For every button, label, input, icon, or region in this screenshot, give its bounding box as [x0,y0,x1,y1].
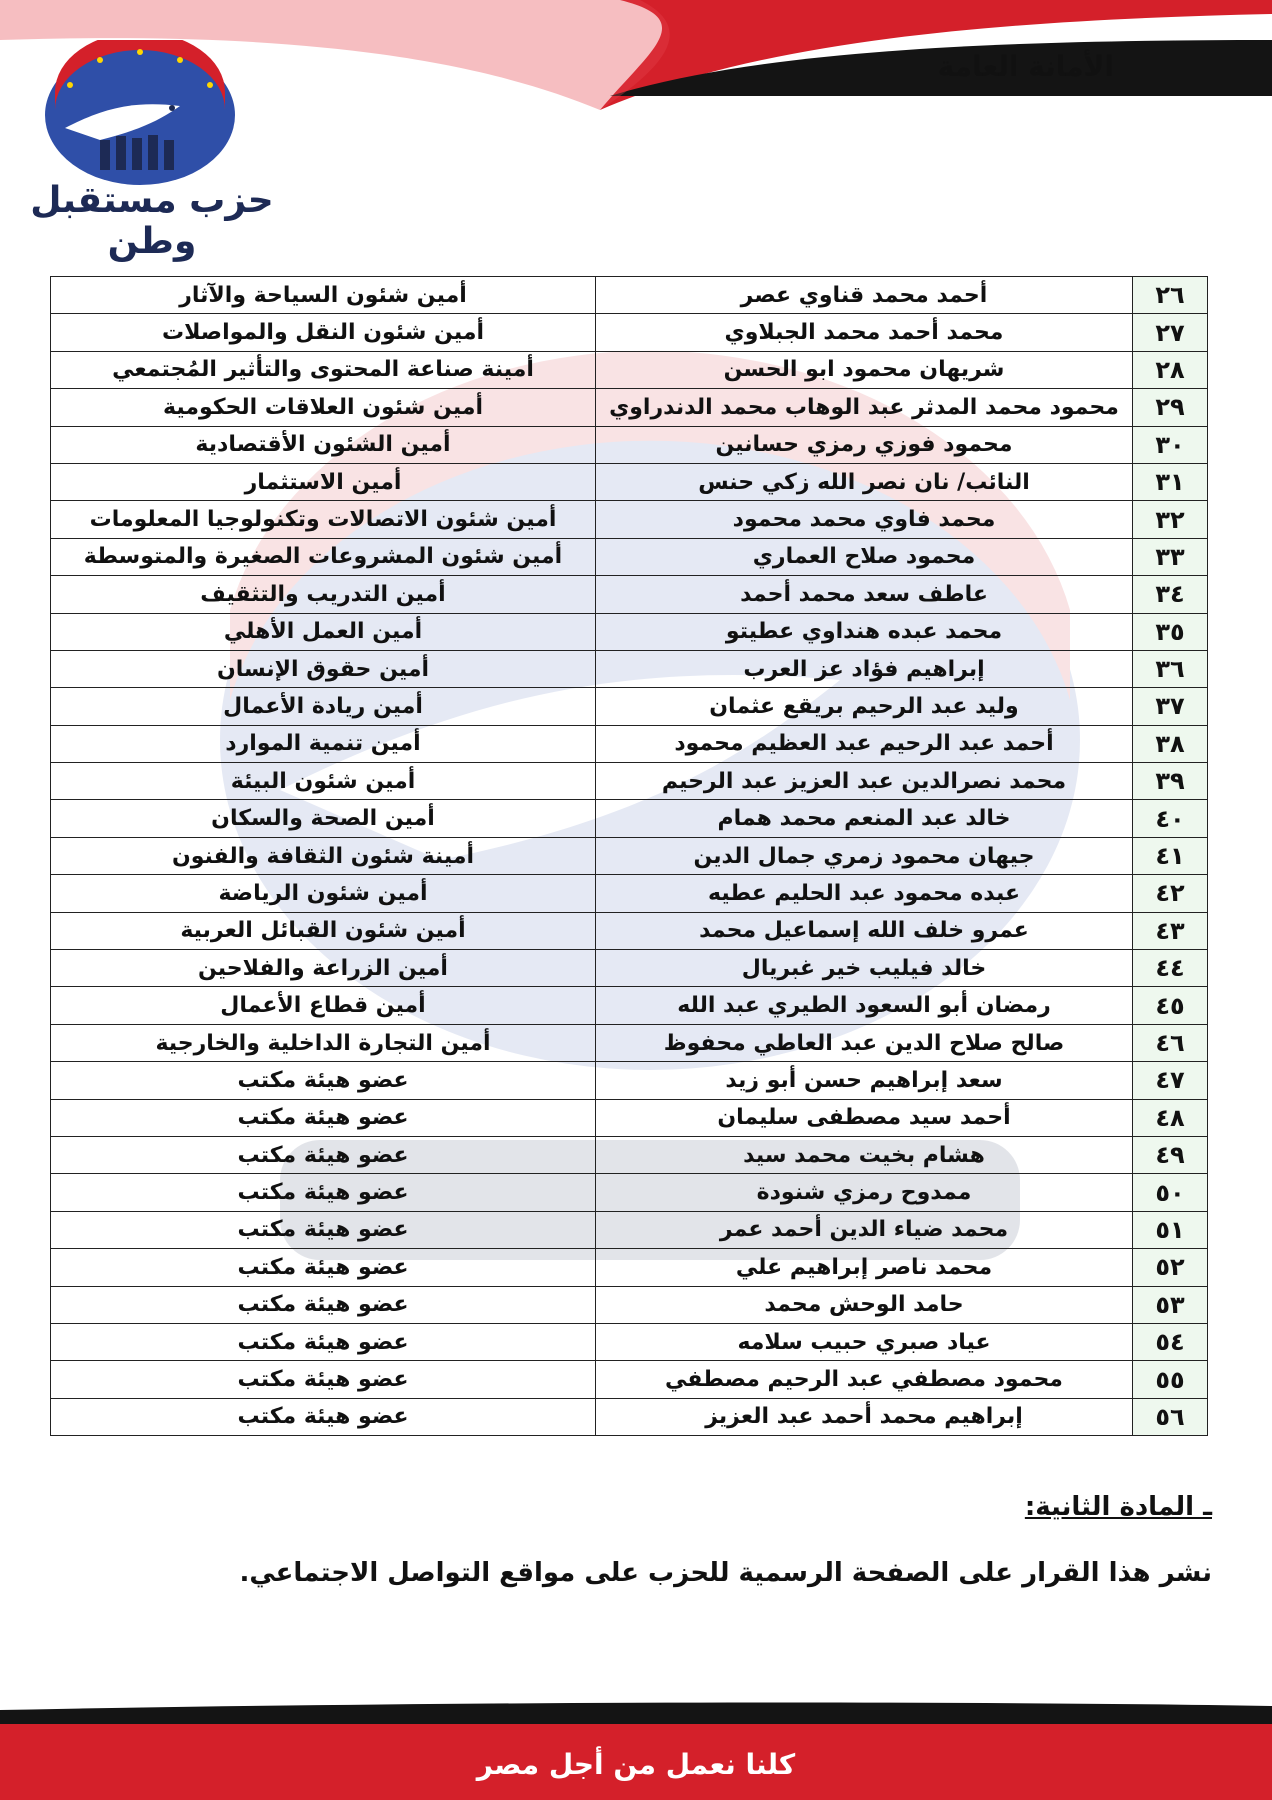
member-name: محمد نصرالدين عبد العزيز عبد الرحيم [596,763,1133,800]
member-title: عضو هيئة مكتب [51,1286,596,1323]
table-row [51,1398,1208,1435]
member-title: عضو هيئة مكتب [51,1323,596,1360]
member-title: عضو هيئة مكتب [51,1361,596,1398]
table-row [51,576,1208,613]
table-row [51,1062,1208,1099]
table-row [51,277,1208,314]
row-number: ٣٣ [1133,538,1208,575]
member-name: محمود محمد المدثر عبد الوهاب محمد الدندراوي [596,389,1133,426]
row-number: ٣٧ [1133,688,1208,725]
table-row [51,501,1208,538]
member-title: أمين شئون القبائل العربية [51,912,596,949]
row-number: ٥٢ [1133,1249,1208,1286]
page-header [0,0,1272,262]
table-row [51,1361,1208,1398]
member-title: أمين تنمية الموارد [51,725,596,762]
table-row [51,1136,1208,1173]
row-number: ٥١ [1133,1211,1208,1248]
page-footer [0,1692,1272,1800]
row-number: ٥٥ [1133,1361,1208,1398]
member-name: صالح صلاح الدين عبد العاطي محفوظ [596,1024,1133,1061]
member-title: أمين التجارة الداخلية والخارجية [51,1024,596,1061]
member-title: أمين الزراعة والفلاحين [51,950,596,987]
table-row [51,800,1208,837]
row-number: ٤١ [1133,837,1208,874]
row-number: ٥٦ [1133,1398,1208,1435]
table-row [51,650,1208,687]
member-name: محمد ضياء الدين أحمد عمر [596,1211,1133,1248]
row-number: ٣٦ [1133,650,1208,687]
eagle-emblem-icon [40,40,240,190]
row-number: ٤٣ [1133,912,1208,949]
section-title: الأمانة العامة [937,50,1114,83]
table-row [51,1099,1208,1136]
member-name: خالد عبد المنعم محمد همام [596,800,1133,837]
table-row [51,1286,1208,1323]
member-name: أحمد محمد قناوي عصر [596,277,1133,314]
table-row [51,463,1208,500]
member-name: عياد صبري حبيب سلامه [596,1323,1133,1360]
row-number: ٤٧ [1133,1062,1208,1099]
row-number: ٤٤ [1133,950,1208,987]
row-number: ٤٩ [1133,1136,1208,1173]
row-number: ٥٣ [1133,1286,1208,1323]
member-name: ممدوح رمزي شنودة [596,1174,1133,1211]
member-name: محمود مصطفي عبد الرحيم مصطفي [596,1361,1133,1398]
member-name: محمد عبده هنداوي عطيتو [596,613,1133,650]
table-row [51,1249,1208,1286]
member-name: محمود فوزي رمزي حسانين [596,426,1133,463]
member-title: عضو هيئة مكتب [51,1174,596,1211]
member-title: عضو هيئة مكتب [51,1062,596,1099]
member-name: وليد عبد الرحيم بريقع عثمان [596,688,1133,725]
member-name: هشام بخيت محمد سيد [596,1136,1133,1173]
row-number: ٢٧ [1133,314,1208,351]
row-number: ٤٨ [1133,1099,1208,1136]
member-name: عمرو خلف الله إسماعيل محمد [596,912,1133,949]
table-row [51,538,1208,575]
table-row [51,688,1208,725]
member-title: أمين قطاع الأعمال [51,987,596,1024]
member-name: حامد الوحش محمد [596,1286,1133,1323]
table-row [51,763,1208,800]
member-title: أمين شئون البيئة [51,763,596,800]
member-name: عبده محمود عبد الحليم عطيه [596,875,1133,912]
footer-band [0,1692,1272,1800]
member-name: جيهان محمود زمري جمال الدين [596,837,1133,874]
member-name: أحمد سيد مصطفى سليمان [596,1099,1133,1136]
row-number: ٣٢ [1133,501,1208,538]
member-title: أمين حقوق الإنسان [51,650,596,687]
member-name: عاطف سعد محمد أحمد [596,576,1133,613]
member-title: أمين الصحة والسكان [51,800,596,837]
member-title: عضو هيئة مكتب [51,1211,596,1248]
member-title: أمين شئون الاتصالات وتكنولوجيا المعلومات [51,501,596,538]
table-row [51,351,1208,388]
member-title: أمينة شئون الثقافة والفنون [51,837,596,874]
row-number: ٣٩ [1133,763,1208,800]
table-row [51,950,1208,987]
table-row [51,1024,1208,1061]
table-row [51,875,1208,912]
member-title: عضو هيئة مكتب [51,1099,596,1136]
member-title: أمين شئون السياحة والآثار [51,277,596,314]
row-number: ٢٦ [1133,277,1208,314]
member-title: عضو هيئة مكتب [51,1136,596,1173]
member-name: محمد ناصر إبراهيم علي [596,1249,1133,1286]
row-number: ٣٥ [1133,613,1208,650]
row-number: ٤٦ [1133,1024,1208,1061]
row-number: ٣٤ [1133,576,1208,613]
row-number: ٥٤ [1133,1323,1208,1360]
table-row [51,837,1208,874]
article-heading: ـ المادة الثانية: [1024,1492,1212,1522]
row-number: ٣١ [1133,463,1208,500]
member-name: إبراهيم محمد أحمد عبد العزيز [596,1398,1133,1435]
member-name: محمود صلاح العماري [596,538,1133,575]
table-row [51,613,1208,650]
member-title: أمين شئون المشروعات الصغيرة والمتوسطة [51,538,596,575]
table-row [51,912,1208,949]
row-number: ٤٠ [1133,800,1208,837]
table-row [51,1174,1208,1211]
member-title: أمين الاستثمار [51,463,596,500]
member-name: أحمد عبد الرحيم عبد العظيم محمود [596,725,1133,762]
member-name: شريهان محمود ابو الحسن [596,351,1133,388]
table-row [51,1211,1208,1248]
table-row [51,389,1208,426]
article-text: نشر هذا القرار على الصفحة الرسمية للحزب على مواقع التواصل الاجتماعي. [239,1558,1212,1588]
member-name: محمد فاوي محمد محمود [596,501,1133,538]
member-title: أمين العمل الأهلي [51,613,596,650]
member-name: النائب/ نان نصر الله زكي حنس [596,463,1133,500]
member-name: سعد إبراهيم حسن أبو زيد [596,1062,1133,1099]
member-title: أمين الشئون الأقتصادية [51,426,596,463]
member-title: عضو هيئة مكتب [51,1398,596,1435]
row-number: ٢٨ [1133,351,1208,388]
table-row [51,987,1208,1024]
member-name: محمد أحمد محمد الجبلاوي [596,314,1133,351]
member-title: أمين التدريب والتثقيف [51,576,596,613]
member-title: أمينة صناعة المحتوى والتأثير المُجتمعي [51,351,596,388]
table-row [51,314,1208,351]
officials-table [50,276,1208,1436]
footer-slogan: كلنا نعمل من أجل مصر [476,1748,796,1781]
member-name: رمضان أبو السعود الطيري عبد الله [596,987,1133,1024]
row-number: ٤٥ [1133,987,1208,1024]
member-title: أمين شئون النقل والمواصلات [51,314,596,351]
member-title: أمين شئون العلاقات الحكومية [51,389,596,426]
member-name: إبراهيم فؤاد عز العرب [596,650,1133,687]
table-row [51,725,1208,762]
table-row [51,426,1208,463]
row-number: ٥٠ [1133,1174,1208,1211]
table-row [51,1323,1208,1360]
row-number: ٤٢ [1133,875,1208,912]
member-name: خالد فيليب خير غبريال [596,950,1133,987]
row-number: ٣٨ [1133,725,1208,762]
member-title: أمين ريادة الأعمال [51,688,596,725]
member-title: أمين شئون الرياضة [51,875,596,912]
party-name: حزب مستقبل وطن [30,180,274,262]
member-title: عضو هيئة مكتب [51,1249,596,1286]
row-number: ٢٩ [1133,389,1208,426]
row-number: ٣٠ [1133,426,1208,463]
